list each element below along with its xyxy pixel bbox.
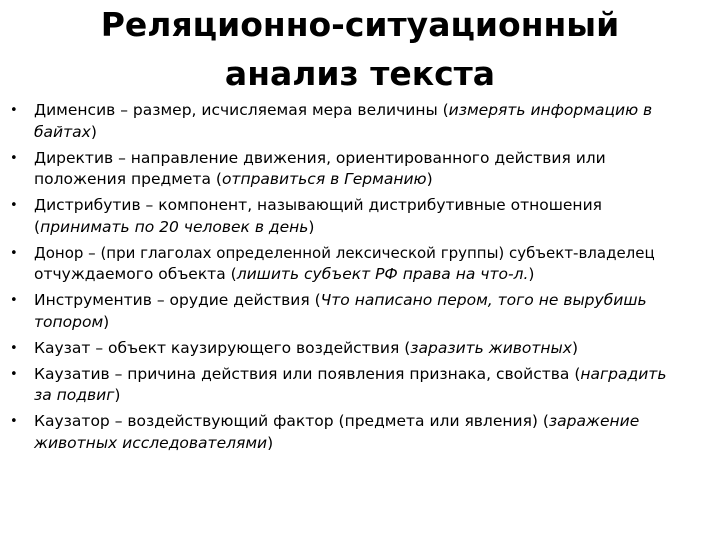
definition-list (0, 100, 720, 459)
list-item-dimensiv: • Дименсив – размер, исчисляемая мера величины (измерять информацию в байтах) (10, 101, 653, 141)
bullet-icon: • (10, 414, 18, 429)
bullet-icon: • (10, 340, 18, 356)
bullet-icon: • (10, 293, 18, 308)
list-item-kauzat: • Каузат – объект каузирующего воздействия (заразить животных) (0, 338, 720, 360)
bullet-icon: • (10, 366, 18, 382)
slide-title-line-1: Реляционно-ситуационный (100, 5, 620, 44)
list-item-kauzativ: • Каузатив – причина действия или появления признака, свойства (наградить за подвиг) (10, 364, 667, 404)
list-item-instrumentiv: • Инструментив – орудие действия (Что написано пером, того не вырубишь топором) (10, 291, 647, 331)
list-item-donor: • Донор – (при глаголах определенной лексической группы) субъект-владелец отчуждаемого объекта (лишить субъект РФ права на что-л.) (10, 243, 655, 283)
bullet-icon: • (10, 245, 18, 261)
bullet-icon: • (10, 198, 18, 213)
list-item-distributiv: • Дистрибутив – компонент, называющий дистрибутивные отношения (принимать по 20 человек в день) (10, 196, 602, 236)
list-item-kauzator: • Каузатор – воздействующий фактор (предмета или явления) (заражение животных исследователями) (10, 412, 640, 452)
list-item-direktiv: • Директив – направление движения, ориентированного действия или положения предмета (отправиться в Германию) (10, 148, 606, 188)
slide-title-line-2: анализ текста (224, 54, 496, 93)
bullet-icon: • (10, 150, 18, 166)
slide-title (0, 0, 720, 98)
bullet-icon: • (10, 103, 18, 118)
